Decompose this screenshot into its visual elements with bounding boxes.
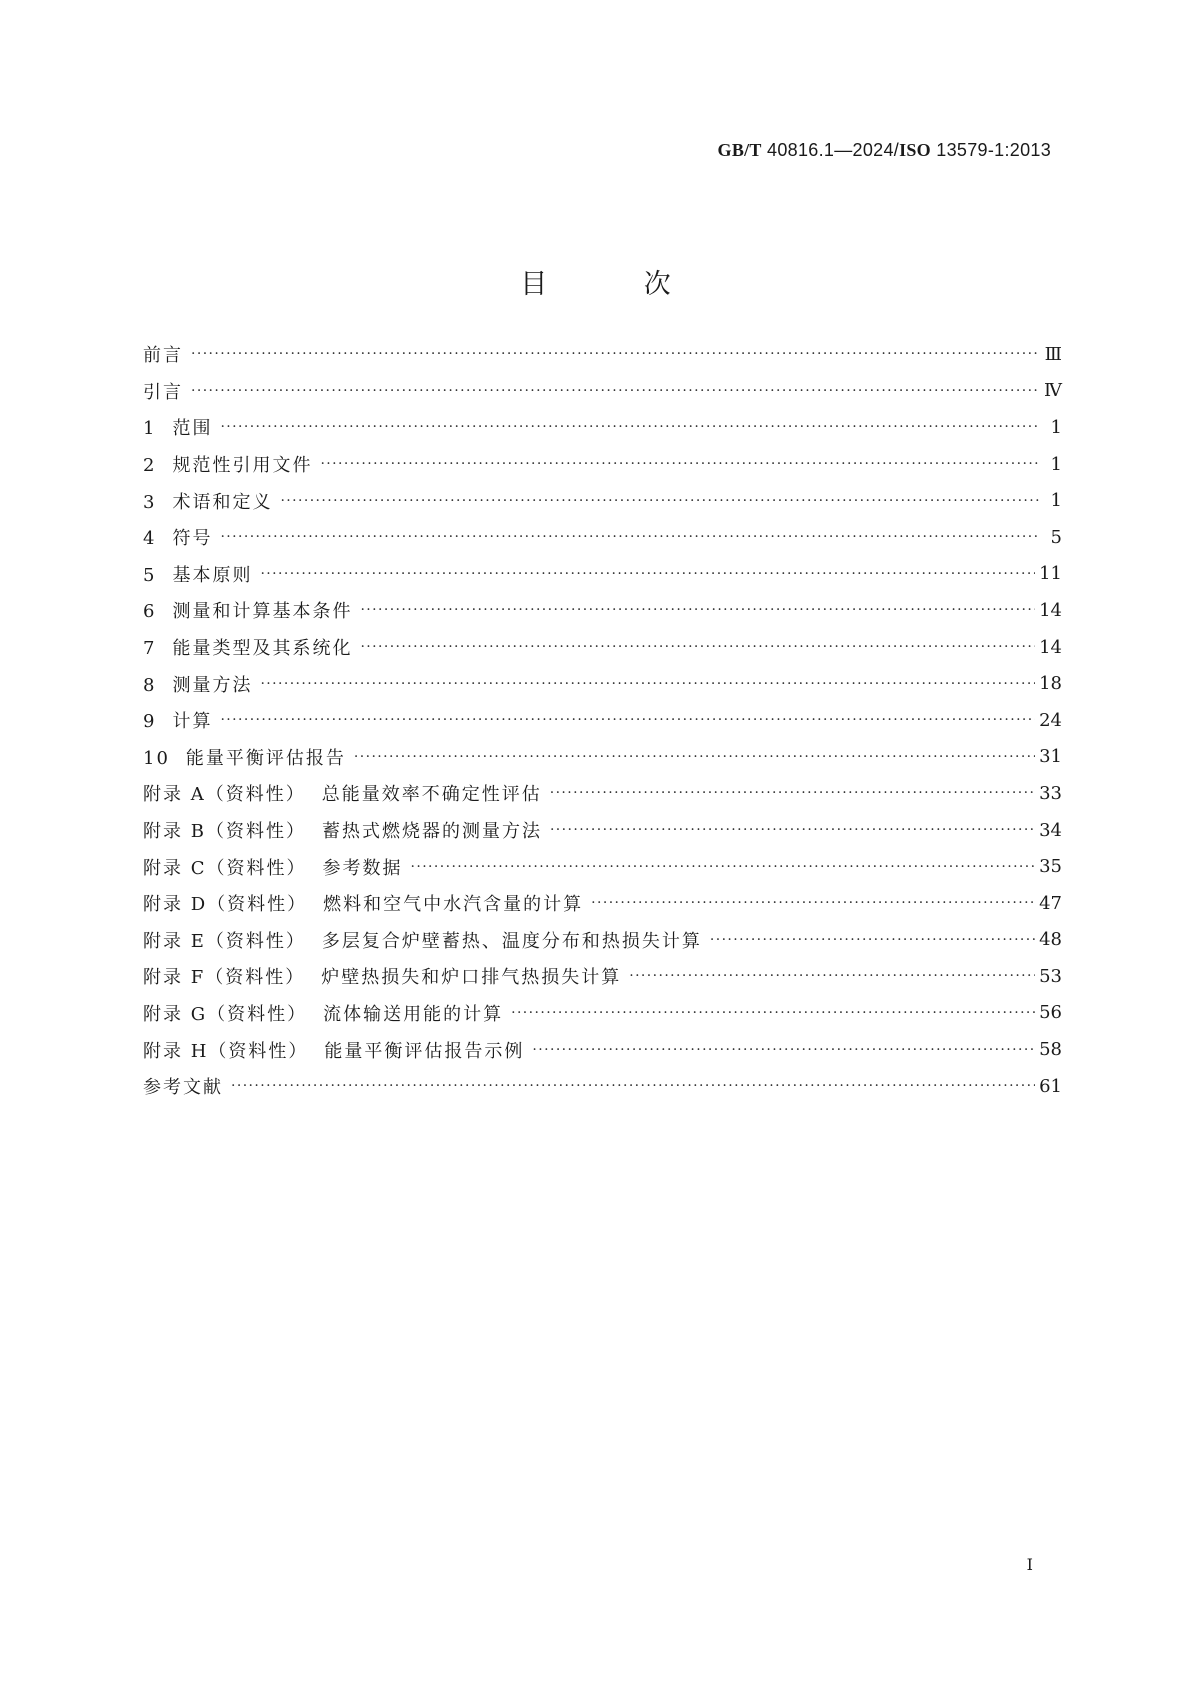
toc-leader-dots [191,383,1040,399]
toc-entry-title: 流体输送用能的计算 [323,1003,504,1025]
toc-entry-title: 引言 [143,381,183,403]
toc-leader-dots [550,822,1035,838]
toc-entry-label [143,597,352,623]
toc-entry-title: 参考文献 [143,1077,223,1099]
toc-leader-dots [191,346,1040,362]
toc-entry-label [143,927,702,953]
toc-leader-dots [354,749,1035,765]
toc-entry-title: 炉壁热损失和炉口排气热损失计算 [321,967,622,989]
toc-entry-page: 47 [1039,892,1062,914]
toc-leader-dots [532,1042,1035,1058]
toc-entry-number: 附录 F（资料性） [143,967,306,989]
toc-entry-page: 35 [1039,856,1062,878]
toc-leader-dots [411,859,1036,875]
toc-entry[interactable] [143,336,1062,373]
toc-leader-dots [360,602,1035,618]
toc-entry-page: 31 [1039,746,1062,768]
toc-entry-label [143,1073,223,1099]
toc-entry-label [143,561,252,587]
toc-entry-page: 14 [1039,636,1062,658]
toc-entry-number: 2 [143,455,157,477]
toc-entry-page: 18 [1039,673,1062,695]
toc-entry-page: 56 [1039,1002,1062,1024]
toc-entry-label [143,1000,503,1026]
table-of-contents [143,336,1062,1104]
toc-entry-title: 能量类型及其系统化 [172,638,353,660]
toc-entry-page: 1 [1050,416,1062,438]
toc-entry[interactable] [143,812,1062,849]
toc-entry-number: 10 [143,747,170,769]
toc-entry-title: 计算 [172,711,213,733]
toc-entry-label [143,451,312,477]
toc-leader-dots [629,968,1035,984]
toc-entry[interactable] [143,702,1062,739]
toc-leader-dots [710,932,1035,948]
standard-header [718,140,1051,161]
toc-entry-title: 蓄热式燃烧器的测量方法 [321,821,542,843]
toc-entry-page: 11 [1039,563,1062,585]
page-number: Ⅰ [1026,1555,1033,1574]
toc-entry-label [143,488,272,514]
page-title: 目 次 [520,269,715,301]
toc-leader-dots [231,1078,1035,1094]
toc-entry[interactable] [143,995,1062,1032]
toc-entry-page: 24 [1039,709,1062,731]
toc-entry-number: 1 [143,418,157,440]
toc-entry-title: 燃料和空气中水汽含量的计算 [323,894,584,916]
toc-entry-label [143,341,183,367]
toc-entry-number: 7 [143,638,157,660]
toc-entry[interactable] [143,373,1062,410]
toc-entry[interactable] [143,519,1062,556]
toc-entry[interactable] [143,592,1062,629]
toc-entry-page: 14 [1039,599,1062,621]
toc-entry[interactable] [143,665,1062,702]
toc-entry-title: 符号 [172,528,213,550]
toc-entry[interactable] [143,775,1062,812]
toc-entry[interactable] [143,848,1062,885]
standard-number: 40816.1—2024/ [767,140,900,160]
toc-entry-title: 术语和定义 [172,491,273,513]
toc-entry-title: 测量方法 [172,674,253,696]
toc-entry-number: 8 [143,674,157,696]
toc-leader-dots [511,1005,1035,1021]
toc-entry-label [143,890,583,916]
toc-entry[interactable] [143,629,1062,666]
toc-entry[interactable] [143,1068,1062,1105]
toc-entry-number: 附录 A（资料性） [143,784,306,806]
standard-prefix: GB/T [717,140,762,160]
toc-entry-title: 参考数据 [322,857,403,879]
toc-leader-dots [550,785,1035,801]
toc-entry-number: 附录 D（资料性） [143,894,308,916]
toc-entry-number: 附录 G（资料性） [143,1003,308,1025]
toc-leader-dots [360,639,1035,655]
toc-entry[interactable] [143,958,1062,995]
toc-entry-page: 58 [1039,1039,1062,1061]
toc-leader-dots [260,566,1035,582]
toc-entry-number: 附录 H（资料性） [143,1040,309,1062]
toc-entry[interactable] [143,739,1062,776]
toc-entry-label [143,744,346,770]
toc-entry-page: 53 [1039,965,1062,987]
toc-entry-page: Ⅲ [1044,343,1062,365]
toc-entry[interactable] [143,922,1062,959]
toc-entry-page: 1 [1050,453,1062,475]
toc-entry-number: 6 [143,601,157,623]
toc-entry-number: 附录 E（资料性） [143,930,306,952]
toc-entry-label [143,817,542,843]
toc-entry-title: 前言 [143,345,183,367]
toc-entry-number: 3 [143,491,157,513]
toc-entry-page: 5 [1050,526,1062,548]
toc-entry-page: 48 [1039,929,1062,951]
toc-entry-label [143,854,403,880]
toc-entry-label [143,414,212,440]
toc-entry-page: 61 [1039,1075,1062,1097]
toc-entry-number: 附录 B（资料性） [143,821,306,843]
toc-entry[interactable] [143,1031,1062,1068]
toc-entry-title: 范围 [172,418,213,440]
toc-leader-dots [220,712,1035,728]
toc-entry[interactable] [143,482,1062,519]
toc-leader-dots [220,419,1040,435]
toc-entry-title: 规范性引用文件 [172,455,313,477]
toc-leader-dots [320,456,1040,472]
toc-entry-title: 总能量效率不确定性评估 [321,784,542,806]
iso-number: 13579-1:2013 [936,140,1051,160]
toc-leader-dots [260,676,1035,692]
toc-entry-page: Ⅳ [1044,380,1062,402]
toc-leader-dots [220,529,1040,545]
toc-entry[interactable] [143,446,1062,483]
toc-entry-title: 测量和计算基本条件 [172,601,353,623]
toc-entry-title: 能量平衡评估报告示例 [324,1040,525,1062]
toc-entry-page: 33 [1039,782,1062,804]
toc-entry-title: 多层复合炉壁蓄热、温度分布和热损失计算 [321,930,702,952]
toc-entry[interactable] [143,556,1062,593]
toc-entry-number: 附录 C（资料性） [143,857,307,879]
toc-entry-label [143,963,621,989]
toc-entry-title: 能量平衡评估报告 [185,747,346,769]
toc-entry-label [143,671,252,697]
toc-entry[interactable] [143,885,1062,922]
toc-entry-label [143,524,212,550]
toc-entry-label [143,378,183,404]
toc-entry-title: 基本原则 [172,564,253,586]
iso-prefix: ISO [899,140,931,160]
toc-entry-number: 5 [143,564,157,586]
toc-leader-dots [591,895,1035,911]
toc-entry-label [143,780,542,806]
toc-entry-number: 9 [143,711,157,733]
toc-entry-label [143,1037,524,1063]
toc-entry[interactable] [143,409,1062,446]
toc-entry-page: 1 [1050,490,1062,512]
toc-entry-label [143,634,352,660]
toc-entry-number: 4 [143,528,157,550]
toc-entry-page: 34 [1039,819,1062,841]
toc-entry-label [143,707,212,733]
toc-leader-dots [280,493,1040,509]
